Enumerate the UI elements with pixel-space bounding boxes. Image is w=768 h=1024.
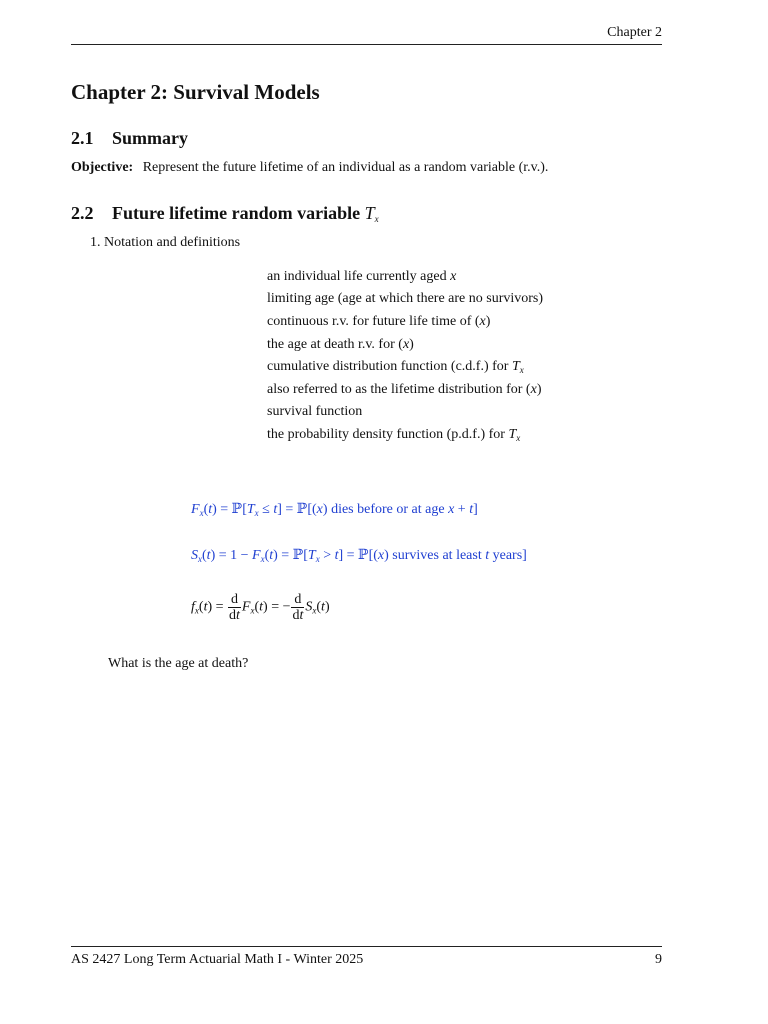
question-text: What is the age at death? [108, 656, 249, 671]
derivative-fraction: $\frac{d}{dt}$ [229, 592, 240, 623]
definition-text: continuous r.v. for future life time of (x) [267, 314, 491, 329]
section-number: 2.2 [71, 203, 94, 223]
objective-label: Objective: [71, 160, 134, 175]
running-header: Chapter 2 [607, 25, 662, 40]
section-number: 2.1 [71, 128, 94, 148]
math-symbol: $T_x$ [364, 203, 379, 224]
footer-course: AS 2427 Long Term Actuarial Math I - Winter 2025 [71, 952, 364, 967]
definition-text: survival function [267, 404, 363, 419]
section-heading-summary [71, 128, 188, 149]
definition-text: an individual life currently aged x [267, 269, 457, 284]
density-equation: $f_x(t)$ = $\frac{d}{dt}$ $F_x(t)$ = − $\frac{d}{dt}$ $S_x(t)$ [191, 592, 330, 623]
definition-text: also referred to as the lifetime distribution for (x) [267, 382, 542, 397]
survival-equation: $S_x(t) = 1 - F_x(t)$ = $ℙ[T_x > t]$ = ℙ[(x) survives at least t years] [191, 548, 527, 564]
chapter-title: Chapter 2: Survival Models [71, 80, 320, 104]
definition-text: the probability density function (p.d.f.) for $T_x$ [267, 427, 521, 443]
header-rule [71, 44, 662, 45]
footer-rule [71, 946, 662, 947]
derivative-fraction: $\frac{d}{dt}$ [292, 592, 304, 623]
definition-text: cumulative distribution function (c.d.f.) for $T_x$ [267, 359, 524, 375]
cdf-equation: $F_x(t)$ = $ℙ[T_x \le t]$ = ℙ[(x) dies before or at age x + t] [191, 502, 478, 518]
section-title: Summary [112, 128, 188, 148]
definition-text: limiting age (age at which there are no survivors) [267, 291, 544, 306]
page-number: 9 [655, 952, 662, 967]
section-title: Future lifetime random variable [112, 203, 361, 223]
objective-text: Represent the future lifetime of an individual as a random variable (r.v.). [142, 160, 549, 175]
section-heading-future-lifetime [71, 203, 379, 224]
list-item: 1. Notation and definitions [90, 235, 241, 250]
definition-text: the age at death r.v. for (x) [267, 337, 414, 352]
objective-line [71, 160, 548, 176]
